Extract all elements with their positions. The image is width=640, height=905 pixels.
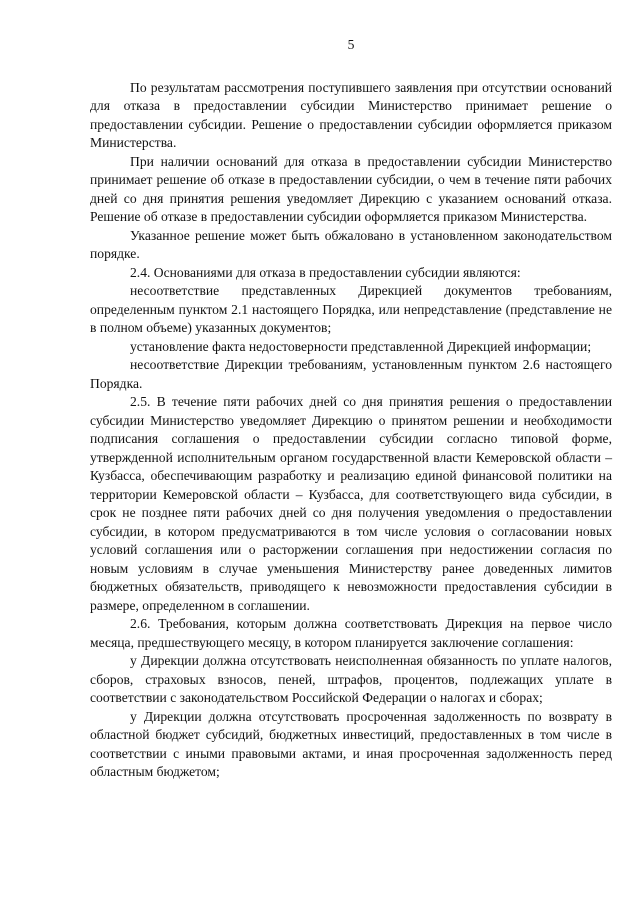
paragraph-ground-requirements: несоответствие Дирекции требованиям, установленным пунктом 2.6 настоящего Порядка.: [90, 357, 612, 391]
paragraph-section-2-6: 2.6. Требования, которым должна соответствовать Дирекция на первое число месяца, предшествующего месяцу, в котором планируется заключение соглашения:: [90, 616, 612, 650]
paragraph-decision-grant: По результатам рассмотрения поступившего заявления при отсутствии оснований для отказа в предоставлении субсидии Министерство принимает решение о предоставлении субсидии. Решение о предоставлении субсидии оформляется приказом Министерства.: [90, 79, 612, 150]
paragraph-decision-refusal: При наличии оснований для отказа в предоставлении субсидии Министерство принимает решение об отказе в предоставлении субсидии, о чем в течение пяти рабочих дней со дня принятия решения уведомляет Дирекцию с указанием оснований отказа. Решение об отказе в предоставлении субсидии оформляется приказом Министерства.: [90, 153, 612, 224]
paragraph-requirement-taxes: у Дирекции должна отсутствовать неисполненная обязанность по уплате налогов, сборов, страховых взносов, пеней, штрафов, процентов, подлежащих уплате в соответствии с законодательством Российской Федерации о налогах и сборах;: [90, 653, 612, 705]
paragraph-section-2-5: 2.5. В течение пяти рабочих дней со дня принятия решения о предоставлении субсидии Министерство уведомляет Дирекцию о принятом решении и необходимости подписания соглашения о предоставлении субсидии согласно типовой форме, утвержденной исполнительным органом государственной власти Кемеровской области – Кузбасса, обеспечивающим разработку и реализацию единой финансовой политики на территории Кемеровской области – Кузбасса, для соответствующего вида субсидии, в срок не позднее пяти рабочих дней со дня получения уведомления о предоставлении субсидии, в котором предусматриваются в том числе условия о согласовании новых условий соглашения или о расторжении соглашения при недостижении согласия по новым условиям в случае уменьшения Министерству ранее доведенных лимитов бюджетных обязательств, приводящего к невозможности предоставления субсидии в размере, определенном в соглашении.: [90, 394, 612, 613]
page-number: 5: [347, 37, 355, 52]
paragraph-ground-false-info: установление факта недостоверности представленной Дирекцией информации;: [130, 338, 592, 354]
paragraph-section-2-4: 2.4. Основаниями для отказа в предоставлении субсидии являются:: [130, 264, 521, 280]
paragraph-requirement-debt: у Дирекции должна отсутствовать просроченная задолженность по возврату в областной бюджет субсидий, бюджетных инвестиций, предоставленных в том числе в соответствии с иными правовыми актами, и иная просроченная задолженность перед областным бюджетом;: [90, 708, 612, 779]
paragraph-appeal: Указанное решение может быть обжаловано в установленном законодательством порядке.: [90, 227, 612, 261]
paragraph-ground-documents: несоответствие представленных Дирекцией документов требованиям, определенным пунктом 2.1 настоящего Порядка, или непредставление (представление не в полном объеме) указанных документов;: [90, 283, 612, 335]
